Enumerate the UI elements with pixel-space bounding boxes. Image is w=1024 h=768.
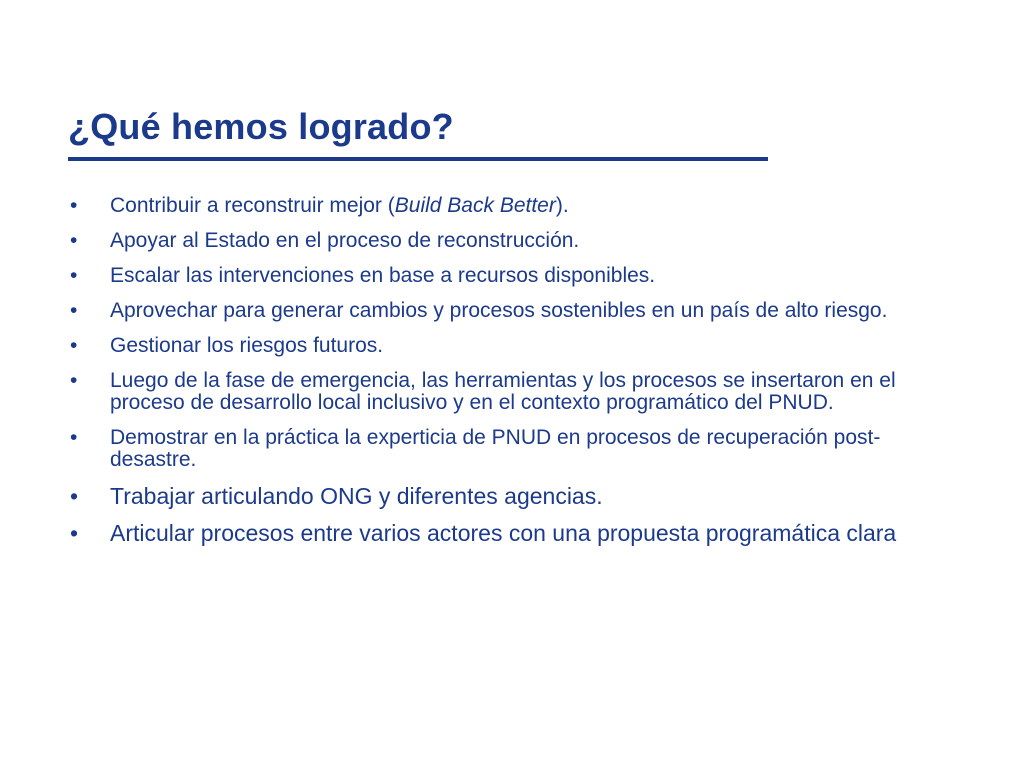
bullet-list (70, 195, 950, 558)
bullet-text: Luego de la fase de emergencia, las herramientas y los procesos se insertaron en el proceso de desarrollo local inclusivo y en el contexto programático del PNUD. (110, 369, 896, 414)
title-underline (68, 157, 768, 161)
bullet-item (70, 370, 950, 414)
bullet-marker: • (70, 520, 79, 546)
bullet-text: Apoyar al Estado en el proceso de reconstrucción. (110, 229, 580, 252)
bullet-text: Trabajar articulando ONG y diferentes agencias. (110, 483, 603, 509)
bullet-marker: • (70, 229, 78, 252)
bullet-text: Gestionar los riesgos futuros. (110, 334, 384, 357)
bullet-marker: • (70, 334, 78, 357)
bullet-text-italic: Build Back Better (394, 194, 556, 217)
slide-title: ¿Qué hemos logrado? (68, 106, 454, 147)
bullet-marker: • (70, 194, 78, 217)
bullet-text: Escalar las intervenciones en base a recursos disponibles. (110, 264, 656, 287)
bullet-text: Contribuir a reconstruir mejor (Build Back Better). (110, 194, 569, 217)
bullet-item (70, 335, 950, 357)
bullet-item (70, 521, 950, 545)
bullet-text: Aprovechar para generar cambios y procesos sostenibles en un país de alto riesgo. (110, 299, 888, 322)
bullet-marker: • (70, 264, 78, 287)
bullet-item (70, 195, 950, 217)
bullet-text: Articular procesos entre varios actores con una propuesta programática clara (110, 520, 897, 546)
bullet-marker: • (70, 299, 78, 322)
bullet-item (70, 484, 950, 508)
bullet-item (70, 427, 950, 471)
bullet-item (70, 230, 950, 252)
bullet-text: Demostrar en la práctica la experticia de PNUD en procesos de recuperación post-desastre. (110, 426, 881, 471)
bullet-marker: • (70, 369, 78, 392)
bullet-marker: • (70, 426, 78, 449)
bullet-marker: • (70, 483, 79, 509)
bullet-item (70, 265, 950, 287)
bullet-item (70, 300, 950, 322)
